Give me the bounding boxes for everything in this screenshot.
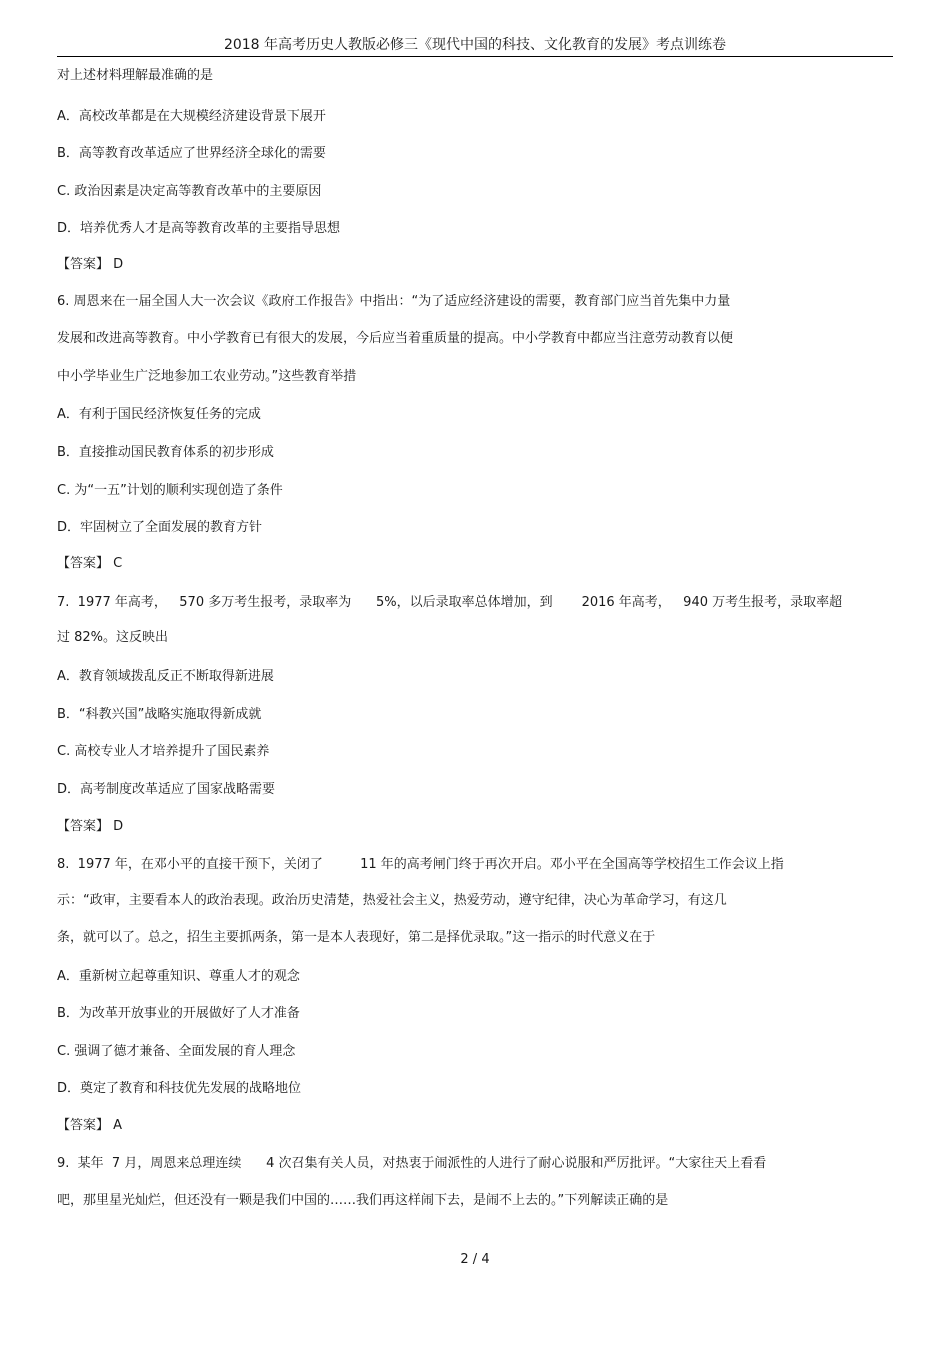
page-header-title: 2018 年高考历史人教版必修三《现代中国的科技、文化教育的发展》考点训练卷	[223, 37, 727, 53]
option-line: A．重新树立起尊重知识、尊重人才的观念	[57, 969, 300, 984]
option-line: C. 为“一五”计划的顺利实现创造了条件	[57, 483, 283, 498]
option-line: D．高考制度改革适应了国家战略需要	[57, 782, 276, 797]
answer-line: 【答案】 D	[57, 257, 124, 272]
option-line: D．培养优秀人才是高等教育改革的主要指导思想	[57, 221, 341, 236]
option-line: C. 政治因素是决定高等教育改革中的主要原因	[57, 184, 322, 199]
question-line: 8. 1977 年，在邓小平的直接干预下，关闭了 11 年的高考闸门终于再次开启。邓小平在全国高等学校招生工作会议上指	[57, 857, 784, 872]
question-line: 示：“政审，主要看本人的政治表现。政治历史清楚，热爱社会主义，热爱劳动，遵守纪律，决心为革命学习，有这几	[57, 893, 727, 908]
question-line: 7. 1977 年高考， 570 多万考生报考，录取率为 5%，以后录取率总体增加，到 2016 年高考， 940 万考生报考，录取率超	[57, 595, 843, 610]
question-line: 过 82%。这反映出	[57, 630, 169, 645]
answer-line: 【答案】 D	[57, 819, 124, 834]
option-line: C. 高校专业人才培养提升了国民素养	[57, 744, 270, 759]
question-line: 发展和改进高等教育。中小学教育已有很大的发展，今后应当着重质量的提高。中小学教育中都应当注意劳动教育以便	[57, 331, 734, 346]
option-line: A．有利于国民经济恢复任务的完成	[57, 407, 261, 422]
question-line: 6. 周恩来在一届全国人大一次会议《政府工作报告》中指出：“为了适应经济建设的需要，教育部门应当首先集中力量	[57, 294, 731, 309]
option-line: C. 强调了德才兼备、全面发展的育人理念	[57, 1044, 296, 1059]
question-line: 9. 某年 7 月，周恩来总理连续 4 次召集有关人员，对热衷于闹派性的人进行了耐心说服和严厉批评。“大家往天上看看	[57, 1156, 767, 1171]
option-line: D．牢固树立了全面发展的教育方针	[57, 520, 263, 535]
option-line: A．高校改革都是在大规模经济建设背景下展开	[57, 109, 326, 124]
page-number: 2 / 4	[460, 1252, 490, 1267]
option-line: B．高等教育改革适应了世界经济全球化的需要	[57, 146, 326, 161]
text-line: 对上述材料理解最准确的是	[57, 68, 214, 83]
question-line: 条，就可以了。总之，招生主要抓两条，第一是本人表现好，第二是择优录取。”这一指示的时代意义在于	[57, 930, 656, 945]
question-line: 吧，那里星光灿烂，但还没有一颗是我们中国的……我们再这样闹下去，是闹不上去的。”下列解读正确的是	[57, 1193, 669, 1208]
option-line: A．教育领域拨乱反正不断取得新进展	[57, 669, 274, 684]
answer-line: 【答案】 C	[57, 556, 123, 571]
question-line: 中小学毕业生广泛地参加工农业劳动。”这些教育举措	[57, 369, 357, 384]
option-line: D．奠定了教育和科技优先发展的战略地位	[57, 1081, 302, 1096]
answer-line: 【答案】 A	[57, 1118, 123, 1133]
option-line: B．直接推动国民教育体系的初步形成	[57, 445, 274, 460]
option-line: B．为改革开放事业的开展做好了人才准备	[57, 1006, 300, 1021]
header-divider	[57, 56, 893, 57]
option-line: B．“科教兴国”战略实施取得新成就	[57, 707, 262, 722]
